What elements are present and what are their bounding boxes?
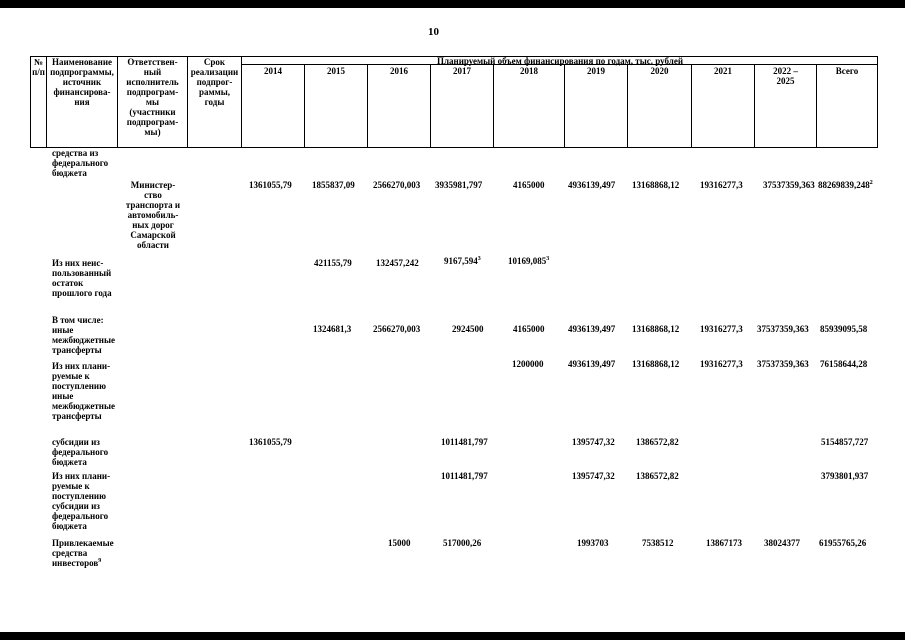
row-executor: Министер- ство транспорта и автомобиль- ных дорог Самарской области	[125, 180, 181, 250]
bottom-border	[0, 632, 905, 640]
cell-value: 3793801,937	[821, 471, 869, 481]
cell-value: 13867173	[706, 538, 742, 548]
cell-value: 1011481,797	[441, 471, 488, 481]
cell-value: 7538512	[642, 538, 674, 548]
cell-value: 19316277,3	[700, 324, 743, 334]
table-header	[30, 56, 878, 148]
header-year: 2017	[453, 66, 471, 76]
cell-value: 4165000	[513, 324, 545, 334]
page-number: 10	[428, 26, 439, 38]
cell-value: 37537359,363	[763, 180, 815, 190]
cell-value: 4165000	[513, 180, 545, 190]
top-border	[0, 0, 905, 8]
footnote-mark: 9	[98, 558, 102, 564]
row-label: Из них плани- руемые к поступлению субсидии из федерального бюджета	[52, 471, 111, 531]
cell-value: 13168868,12	[632, 324, 680, 334]
row-label: средства из федерального бюджета	[52, 148, 109, 178]
cell-value: 1386572,82	[636, 437, 679, 447]
cell-value: 15000	[388, 538, 411, 548]
header-year: 2021	[714, 66, 732, 76]
cell-value: 4936139,497	[568, 324, 616, 334]
cell-value: 76158644,28	[820, 359, 868, 369]
row-label: Привлекаемые средства инвесторов$^9$	[52, 538, 114, 568]
cell-value: 1361055,79	[249, 180, 292, 190]
cell-value: 61955765,26	[819, 538, 867, 548]
header-year: 2019	[587, 66, 605, 76]
row-label: Из них неис- пользованный остаток прошлого года	[52, 258, 112, 298]
header-num: № п/п	[32, 57, 45, 77]
cell-value: 4936139,497	[568, 359, 616, 369]
header-executor: Ответствен- ный исполнитель подпрограм- мы (участники подпрограм- мы)	[126, 57, 179, 137]
cell-value: 2924500	[452, 324, 484, 334]
cell-value: 1395747,32	[572, 471, 615, 481]
header-name: Наименование подпрограммы, источник финансирова- ния	[50, 57, 114, 107]
cell-value: 37537359,363	[757, 359, 809, 369]
cell-value: 38024377	[764, 538, 800, 548]
header-year: 2020	[650, 66, 669, 76]
footnote-mark: 3	[546, 256, 550, 262]
cell-value: 1324681,3	[313, 324, 352, 334]
cell-value: 19316277,3	[700, 180, 743, 190]
cell-value: 421155,79	[314, 258, 352, 268]
header-year: 2022 – 2025	[773, 66, 798, 86]
header-planned: Планируемый объем финансирования по годам, тыс. рублей	[436, 56, 684, 66]
row-label: Из них плани- руемые к поступлению иные межбюджетные трансферты	[52, 361, 115, 421]
header-year: 2018	[520, 66, 538, 76]
footnote-mark: 2	[869, 180, 873, 186]
cell-value: 1011481,797	[441, 437, 488, 447]
header-term: Срок реализации подпрог- раммы, годы	[190, 57, 239, 107]
cell-value: 132457,242	[376, 258, 419, 268]
cell-value: 1200000	[512, 359, 544, 369]
header-total: Всего	[835, 66, 859, 76]
cell-value: 13168868,12	[632, 180, 680, 190]
cell-value: 13168868,12	[632, 359, 680, 369]
cell-value: 1361055,79	[249, 437, 292, 447]
cell-value: 1395747,32	[572, 437, 615, 447]
row-label: субсидии из федерального бюджета	[52, 437, 109, 467]
cell-value: 3935981,797	[435, 180, 483, 190]
cell-value: 19316277,3	[700, 359, 743, 369]
cell-value: 10169,085	[508, 256, 547, 266]
cell-value: 4936139,497	[568, 180, 616, 190]
footnote-mark: 3	[477, 256, 481, 262]
cell-value: 5154857,727	[821, 437, 869, 447]
header-year: 2014	[264, 66, 282, 76]
cell-value: 517000,26	[443, 538, 482, 548]
header-year: 2015	[327, 66, 345, 76]
cell-value: 1855837,09	[312, 180, 355, 190]
cell-value: 88269839,248	[818, 180, 870, 190]
cell-value: 9167,594	[444, 256, 478, 266]
header-year: 2016	[390, 66, 408, 76]
cell-value: 2566270,003	[373, 180, 421, 190]
cell-value: 85939095,58	[820, 324, 868, 334]
cell-value: 37537359,363	[757, 324, 809, 334]
cell-value: 1993703	[577, 538, 609, 548]
row-label: В том числе: иные межбюджетные трансферты	[52, 315, 115, 355]
cell-value: 1386572,82	[636, 471, 679, 481]
cell-value: 2566270,003	[373, 324, 421, 334]
